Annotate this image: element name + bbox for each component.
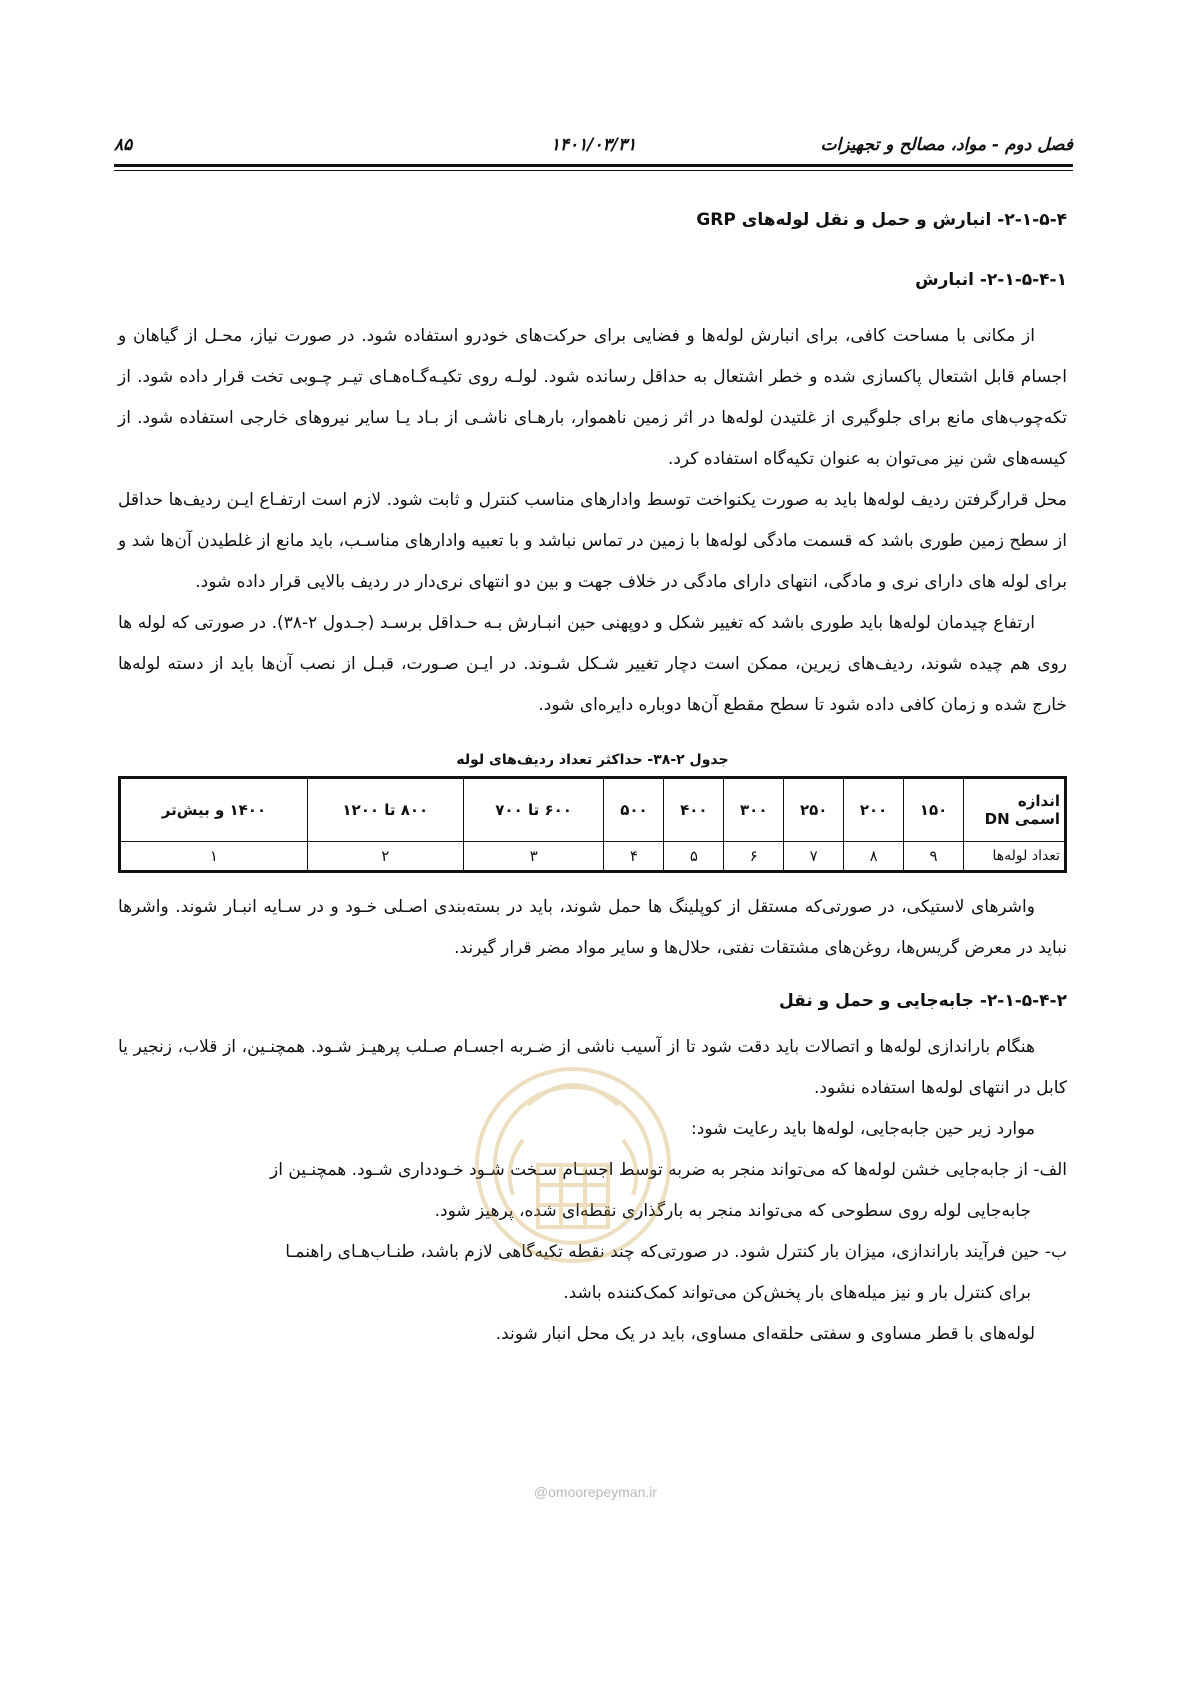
table-cell-size: ۱۴۰۰ و بیش‌تر — [120, 778, 308, 842]
page-header — [114, 128, 1073, 162]
pipe-rows-table — [118, 776, 1067, 873]
table-cell-count: ۷ — [784, 842, 844, 872]
list-item-a — [118, 1150, 1067, 1232]
table-cell-count: ۶ — [724, 842, 784, 872]
table-header-row — [120, 778, 1066, 842]
list-marker: ب- — [1044, 1242, 1067, 1262]
table-cell-count: ۸ — [844, 842, 904, 872]
header-rule-thin — [114, 170, 1073, 171]
table-cell-count: ۵ — [664, 842, 724, 872]
header-date: ۱۴۰۱/۰۳/۳۱ — [550, 135, 637, 155]
header-rule — [114, 164, 1073, 167]
page-number: ۸۵ — [114, 135, 133, 155]
table-cell-size: ۶۰۰ تا ۷۰۰ — [463, 778, 604, 842]
list-item-text: جابه‌جایی لوله روی سطوحی که می‌تواند منجر به بارگذاری نقطه‌ای شده، پرهیز شود. — [434, 1201, 1031, 1221]
subsection-heading-handling: ۲-۱-۵-۴-۲- جابه‌جایی و حمل و نقل — [778, 991, 1067, 1011]
paragraph: ارتفاع چیدمان لوله‌ها باید طوری باشد که تغییر شکل و دوپهنی حین انبـارش بـه حـداقل برسـد (جـدول ۲-۳۸). در صورتی که لوله ها روی هم چیده شوند، ردیف‌های زیرین، ممکن است دچار تغییر شـکل شـوند. در ایـن صـورت، قبـل از نصب آن‌ها باید از دسته لوله‌ها خارج شده و زمان کافی داده شود تا سطح مقطع آن‌ها دوباره دایره‌ای شود. — [118, 613, 1067, 715]
table-cell-size: ۴۰۰ — [664, 778, 724, 842]
table-cell-count: ۲ — [307, 842, 463, 872]
list-item-text: برای کنترل بار و نیز میله‌های بار پخش‌کن می‌تواند کمک‌کننده باشد. — [563, 1283, 1031, 1303]
paragraph: واشرهای لاستیکی، در صورتی‌که مستقل از کوپلینگ ها حمل شوند، باید در بسته‌بندی اصـلی خـود و در سـایه انبـار شوند. واشرها نباید در معرض گریس‌ها، روغن‌های مشتقات نفتی، حلال‌ها و سایر مواد مضر قرار گیرند. — [118, 897, 1067, 958]
paragraph: محل قرارگرفتن ردیف لوله‌ها باید به صورت یکنواخت توسط وادارهای مناسب کنترل و ثابت شود. لازم است ارتفـاع ایـن ردیف‌ها حداقل از سطح زمین طوری باشد که قسمت مادگی لوله‌ها با زمین در تماس نباشد و با تعبیه وادارهای مناسـب، باید مانع از غلطیدن آن‌ها شد و برای لوله های دارای نری و مادگی، انتهای دارای مادگی در خلاف جهت و بین دو انتهای نری‌دار در ردیف بالایی قرار داده شود. — [118, 490, 1067, 592]
table-row-label: تعداد لوله‌ها — [964, 842, 1066, 872]
table-header-label: اندازه اسمی DN — [964, 778, 1066, 842]
page-content — [118, 210, 1067, 1355]
table-cell-size: ۱۵۰ — [904, 778, 964, 842]
table-row — [120, 842, 1066, 872]
paragraph: هنگام باراندازی لوله‌ها و اتصالات باید دقت شود تا از آسیب ناشی از ضـربه اجسـام صـلب پرهیـز شـود. همچنـین، از قلاب، زنجیر یا کابل در انتهای لوله‌ها استفاده نشود. — [118, 1037, 1067, 1098]
table-cell-size: ۳۰۰ — [724, 778, 784, 842]
table-cell-size: ۲۰۰ — [844, 778, 904, 842]
section-heading: ۲-۱-۵-۴- انبارش و حمل و نقل لوله‌های GRP — [696, 210, 1067, 230]
list-marker: الف- — [1033, 1160, 1067, 1180]
chapter-title: فصل دوم - مواد، مصالح و تجهیزات — [820, 135, 1073, 155]
watermark-url: @omoorepeyman.ir — [533, 1484, 658, 1500]
subsection-heading-storage: ۲-۱-۵-۴-۱- انبارش — [915, 270, 1067, 290]
list-item-text: حین فرآیند باراندازی، میزان بار کنترل شود. در صورتی‌که چند نقطه تکیه‌گاهی لازم باشد، طنـاب‌هـای راهنمـا — [285, 1242, 1040, 1262]
paragraph: از مکانی با مساحت کافی، برای انبارش لوله‌ها و فضایی برای حرکت‌های خودرو استفاده شود. در صورت نیاز، محـل از گیاهان و اجسام قابل اشتعال پاکسازی شده و خطر اشتعال به حداقل رسانده شود. لولـه روی تکیـه‌گـاه‌هـای تیـر چـوبی تخت قرار داده شود. از تکه‌چوب‌های مانع برای جلوگیری از غلتیدن لوله‌ها در اثر زمین ناهموار، بارهـای ناشـی از بـاد یـا سایر نیروهای خارجی استفاده شود. از کیسه‌های شن نیز می‌توان به عنوان تکیه‌گاه استفاده کرد. — [118, 326, 1067, 469]
table-cell-count: ۹ — [904, 842, 964, 872]
list-item-b — [118, 1232, 1067, 1314]
table-cell-size: ۸۰۰ تا ۱۲۰۰ — [307, 778, 463, 842]
table-cell-size: ۵۰۰ — [604, 778, 664, 842]
list-item-text: از جابه‌جایی خشن لوله‌ها که می‌تواند منجر به ضربه توسط اجسـام سـخت شـود خـودداری شـود. همچنـین از — [269, 1160, 1028, 1180]
table-cell-count: ۳ — [463, 842, 604, 872]
table-cell-count: ۱ — [120, 842, 308, 872]
table-caption: جدول ۲-۳۸- حداکثر تعداد ردیف‌های لوله — [456, 752, 729, 768]
table-cell-count: ۴ — [604, 842, 664, 872]
table-cell-size: ۲۵۰ — [784, 778, 844, 842]
paragraph: موارد زیر حین جابه‌جایی، لوله‌ها باید رعایت شود: — [691, 1119, 1035, 1139]
paragraph: لوله‌های با قطر مساوی و سفتی حلقه‌ای مساوی، باید در یک محل انبار شوند. — [495, 1324, 1035, 1344]
